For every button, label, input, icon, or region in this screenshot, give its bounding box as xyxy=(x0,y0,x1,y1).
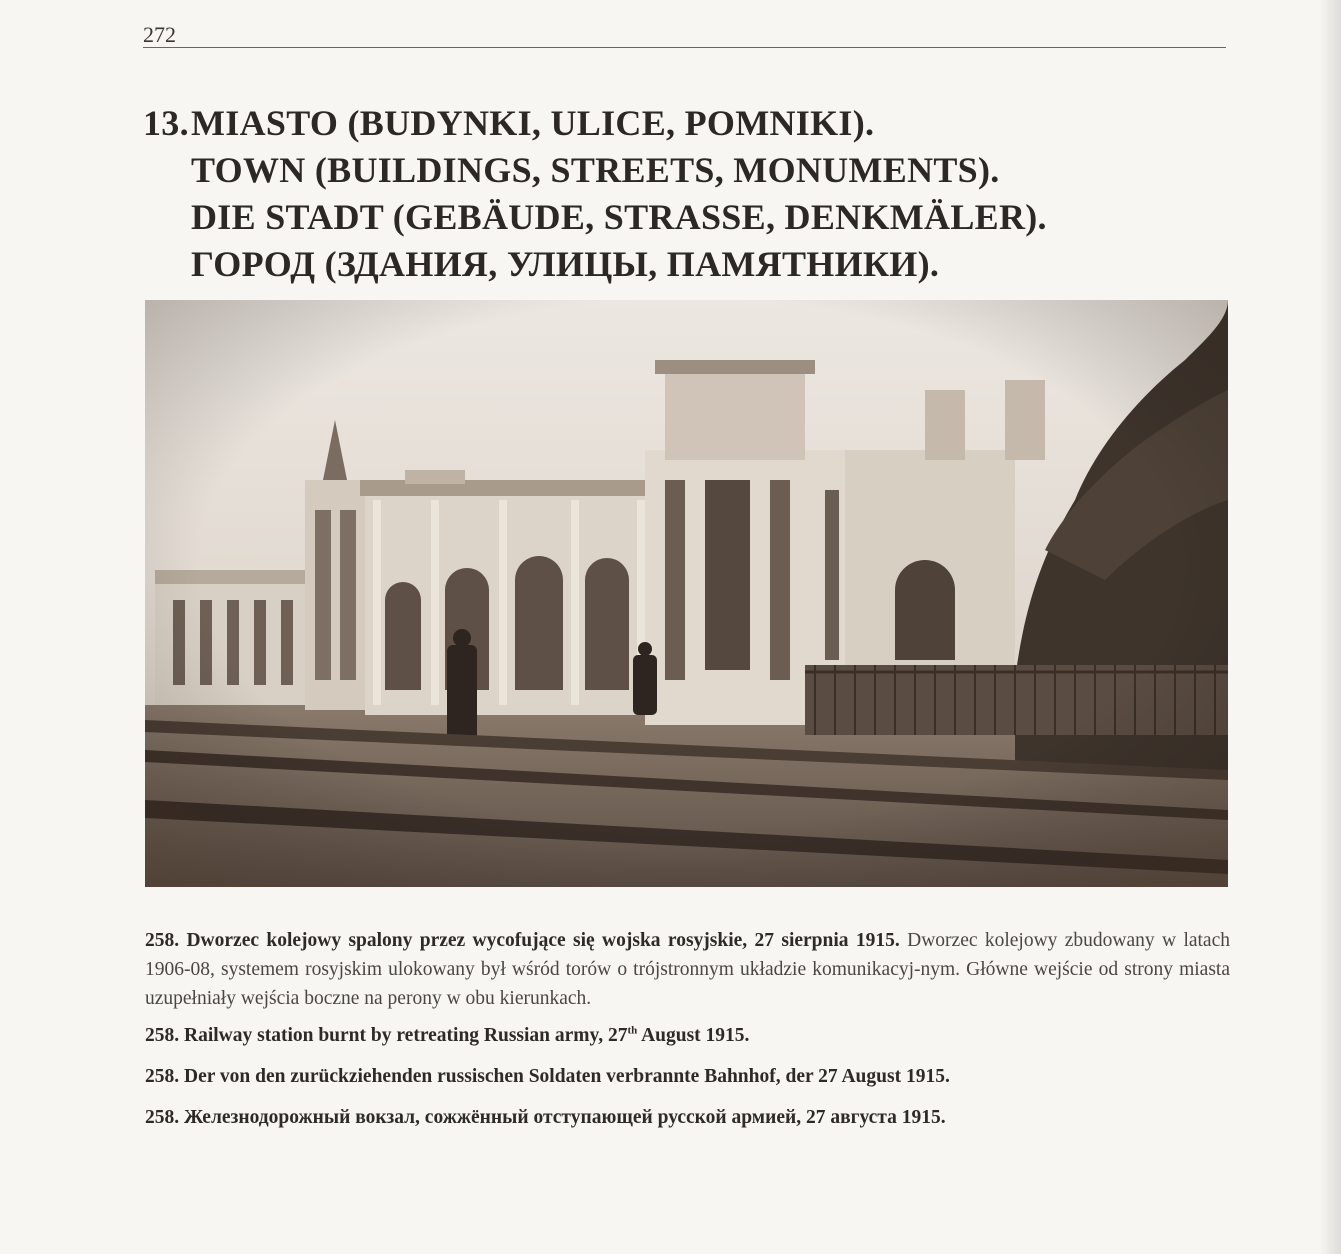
caption-en: 258. Railway station burnt by retreating Russian army, 27th August 1915. xyxy=(145,1024,750,1046)
page-number: 272 xyxy=(143,22,176,47)
caption-pl-title: 258. Dworzec kolejowy spalony przez wycofujące się wojska rosyjskie, 27 sierpnia 1915. xyxy=(145,930,900,951)
chapter-title-de: DIE STADT (GEBÄUDE, STRASSE, DENKMÄLER). xyxy=(191,197,1047,237)
chapter-number: 13. xyxy=(143,103,189,143)
book-spine-shadow xyxy=(1319,0,1341,1254)
chapter-heading xyxy=(143,100,1243,288)
header-rule xyxy=(143,47,1226,48)
caption-ru: 258. Железнодорожный вокзал, сожжённый отступающей русской армией, 27 августа 1915. xyxy=(145,1107,946,1128)
chapter-title-en: TOWN (BUILDINGS, STREETS, MONUMENTS). xyxy=(191,150,1000,190)
caption-pl xyxy=(145,926,1230,1013)
chapter-title-pl: MIASTO (BUDYNKI, ULICE, POMNIKI). xyxy=(191,103,875,143)
captions xyxy=(145,926,1230,1144)
railway-station-photo xyxy=(145,300,1228,887)
railway-station-illustration xyxy=(145,300,1228,887)
chapter-title-ru: ГОРОД (ЗДАНИЯ, УЛИЦЫ, ПАМЯТНИКИ). xyxy=(191,244,940,284)
caption-pl-body: Dworzec kolejowy zbudowany w latach 1906-08, systemem rosyjskim ulokowany był wśród torów o trójstronnym układzie komunikacyj-nym. Główne wejście od strony miasta uzupełniały wejścia boczne na perony w obu kierunkach. xyxy=(145,930,1230,1009)
caption-de: 258. Der von den zurückziehenden russischen Soldaten verbrannte Bahnhof, der 27 August 1915. xyxy=(145,1066,950,1087)
